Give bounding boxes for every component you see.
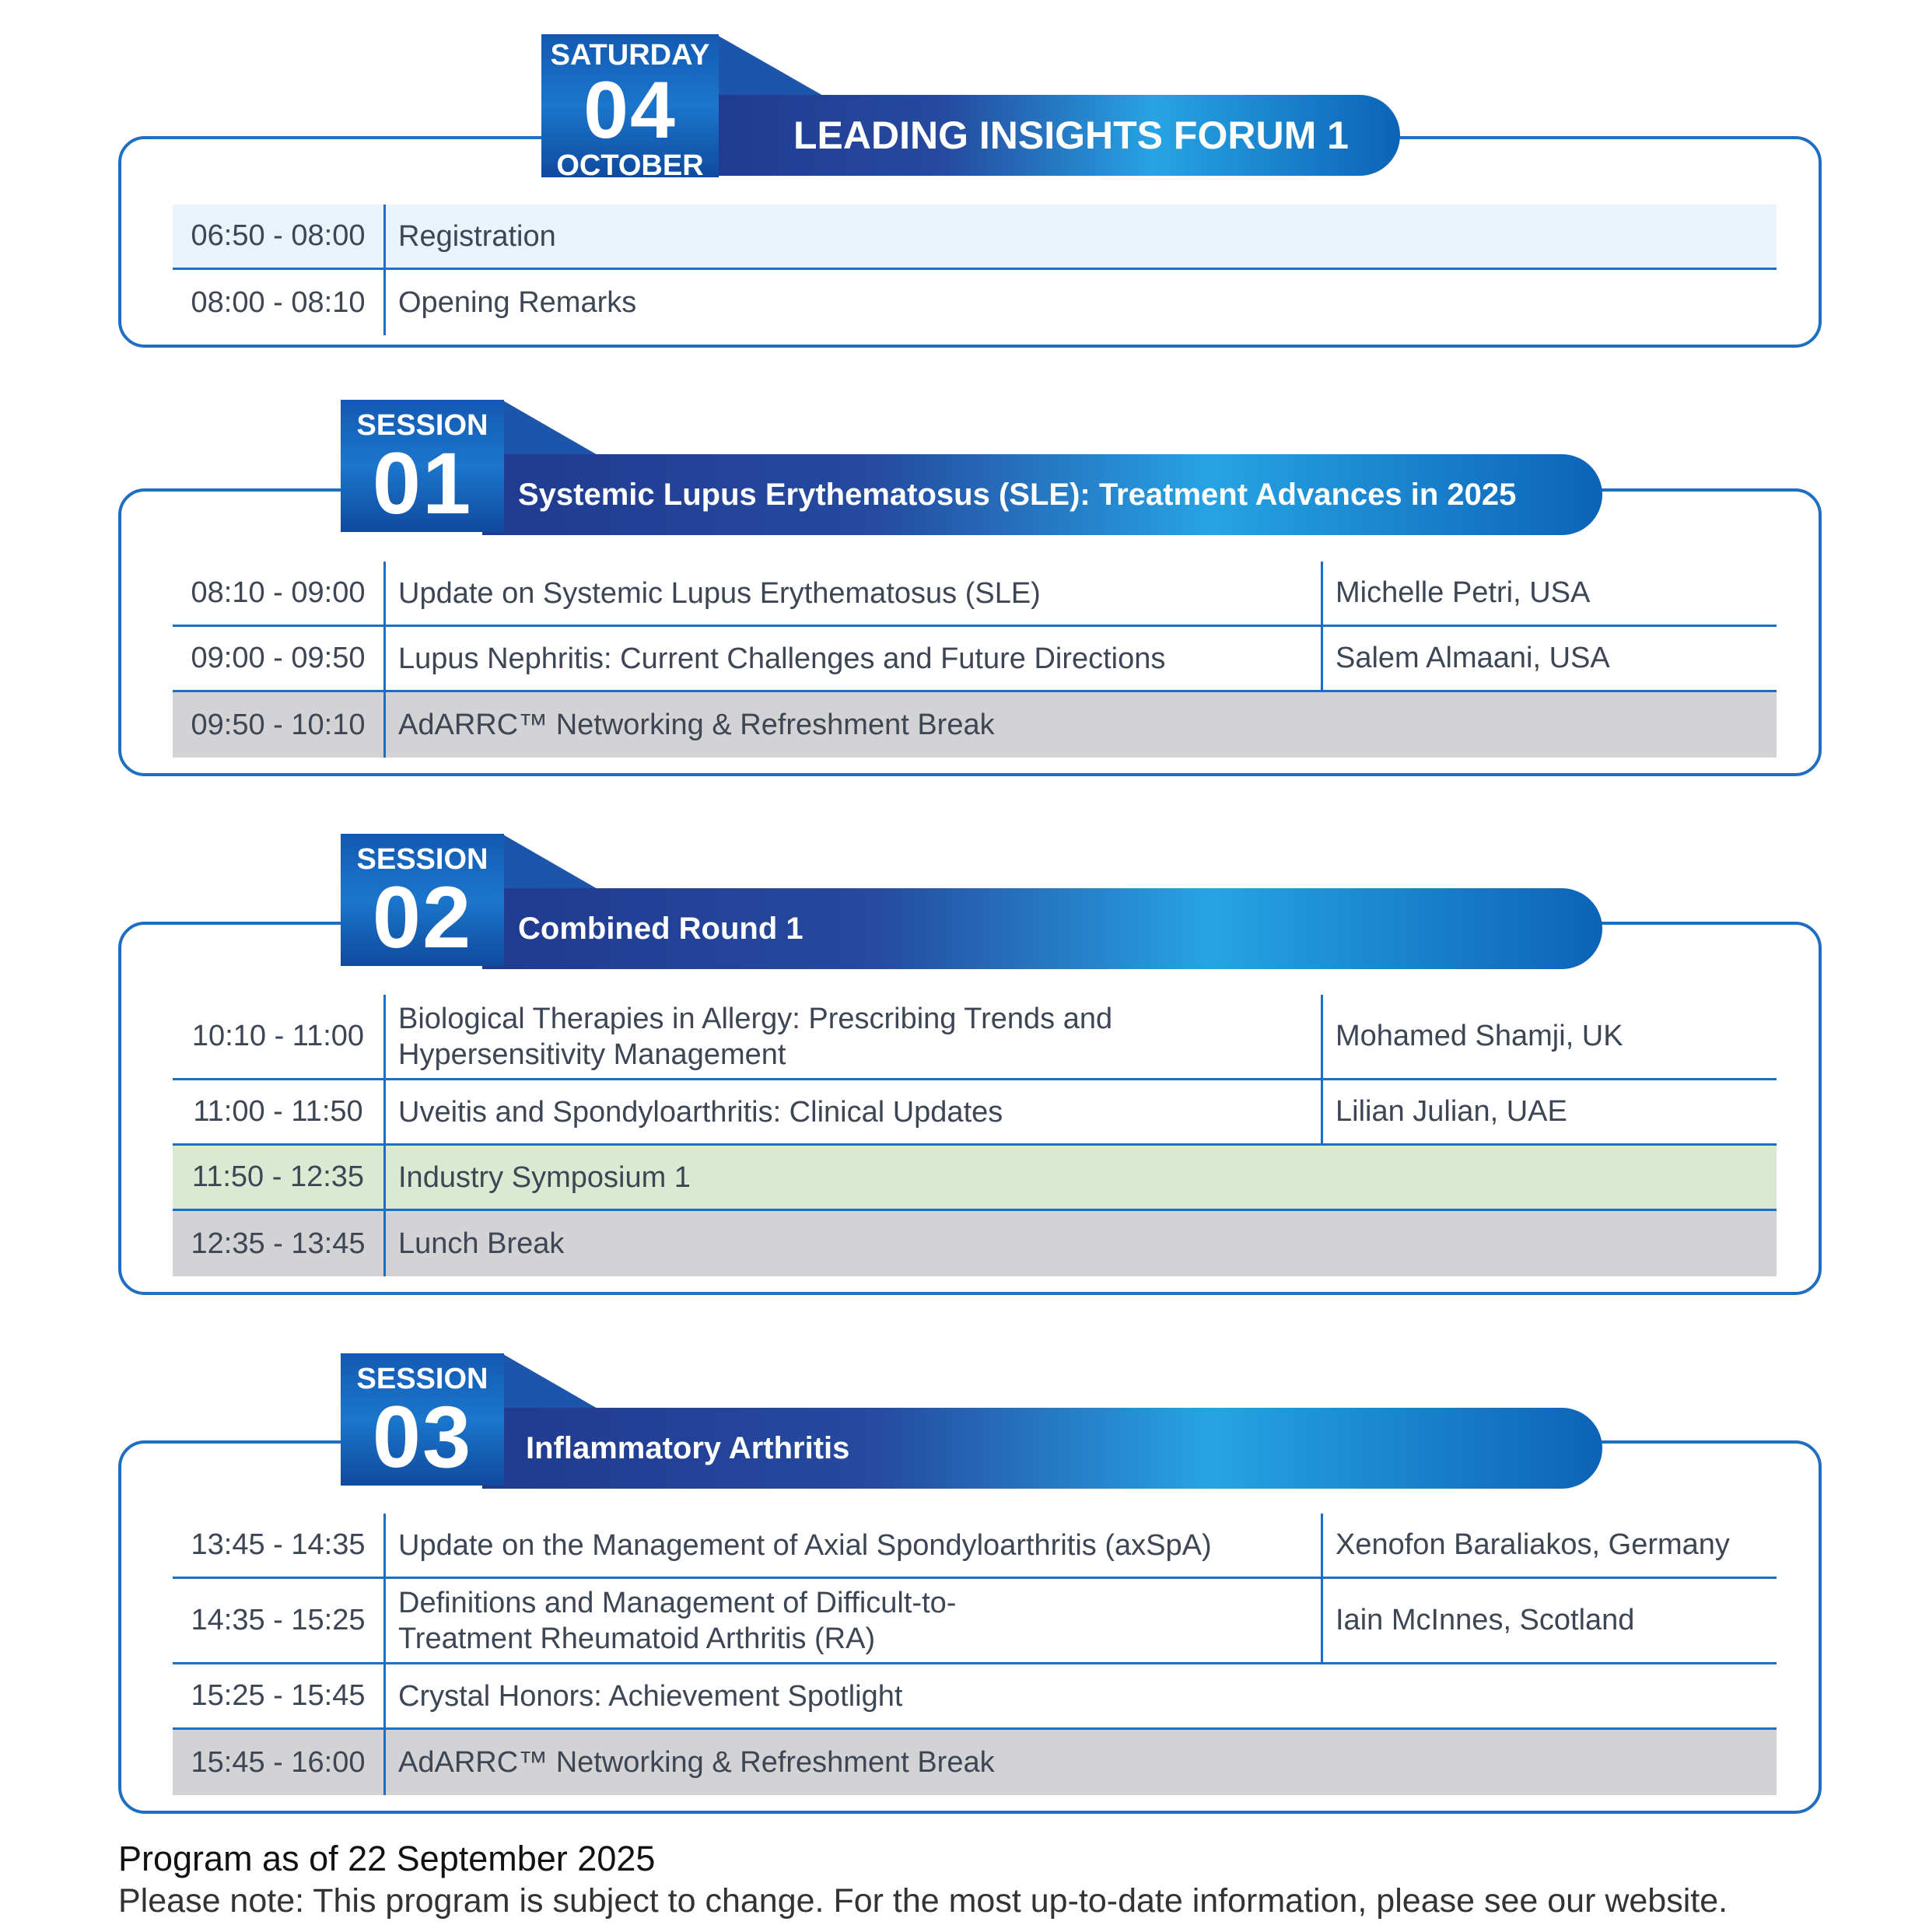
- session-03-badge: [341, 1353, 504, 1486]
- row-time: 15:45 - 16:00: [173, 1730, 386, 1795]
- row-title: Uveitis and Spondyloarthritis: Clinical Updates: [398, 1095, 1003, 1129]
- table-row: [173, 692, 1777, 758]
- row-speaker: Mohamed Shamji, UK: [1321, 995, 1777, 1078]
- row-time: 08:00 - 08:10: [173, 270, 386, 335]
- table-row: [173, 1730, 1777, 1795]
- forum-title-banner: [700, 95, 1400, 176]
- ribbon-fold-decoration: [502, 400, 603, 456]
- badge-date: 04: [583, 65, 677, 156]
- date-badge: [541, 34, 719, 182]
- session-02-box: [118, 922, 1822, 1295]
- table-row: [173, 1514, 1777, 1579]
- row-time: 13:45 - 14:35: [173, 1514, 386, 1577]
- row-title: Update on Systemic Lupus Erythematosus (SLE): [398, 576, 1041, 610]
- row-title: Industry Symposium 1: [398, 1160, 691, 1194]
- table-row: [173, 1664, 1777, 1730]
- row-time: 08:10 - 09:00: [173, 562, 386, 625]
- row-title: Crystal Honors: Achievement Spotlight: [398, 1679, 903, 1713]
- session-02-banner: [482, 888, 1602, 969]
- table-row: [173, 995, 1777, 1080]
- row-speaker: Iain McInnes, Scotland: [1321, 1579, 1777, 1662]
- row-title: Registration: [398, 219, 556, 253]
- row-speaker: Michelle Petri, USA: [1321, 562, 1777, 625]
- row-time: 11:00 - 11:50: [173, 1080, 386, 1143]
- badge-session-number: 02: [372, 869, 473, 966]
- table-row: [173, 1080, 1777, 1146]
- ribbon-fold-decoration: [502, 834, 603, 890]
- session-title: Inflammatory Arthritis: [526, 1430, 850, 1465]
- badge-session-label: SESSION: [356, 409, 488, 442]
- forum-title: LEADING INSIGHTS FORUM 1: [793, 114, 1349, 157]
- row-title: Lunch Break: [398, 1227, 565, 1260]
- session-01-banner: [482, 454, 1602, 535]
- row-title: Lupus Nephritis: Current Challenges and Future Directions: [398, 642, 1166, 675]
- badge-session-label: SESSION: [356, 843, 488, 876]
- table-row: [173, 562, 1777, 627]
- session-03-banner: [482, 1408, 1602, 1489]
- table-row: [173, 1211, 1777, 1276]
- row-time: 11:50 - 12:35: [173, 1146, 386, 1209]
- badge-month: OCTOBER: [556, 149, 704, 182]
- badge-session-label: SESSION: [356, 1363, 488, 1395]
- session-01-badge: [341, 400, 504, 532]
- row-time: 12:35 - 13:45: [173, 1211, 386, 1276]
- badge-day: SATURDAY: [550, 39, 710, 72]
- table-row: [173, 627, 1777, 692]
- row-title: AdARRC™ Networking & Refreshment Break: [398, 1746, 995, 1779]
- table-row: [173, 1579, 1777, 1664]
- ribbon-fold-decoration: [716, 34, 832, 96]
- row-speaker: Salem Almaani, USA: [1321, 627, 1777, 690]
- badge-session-number: 01: [372, 435, 473, 532]
- row-speaker: Lilian Julian, UAE: [1321, 1080, 1777, 1143]
- ribbon-fold-decoration: [502, 1353, 603, 1409]
- row-title: Opening Remarks: [398, 286, 637, 319]
- program-date-note: Program as of 22 September 2025: [118, 1839, 656, 1878]
- session-03-box: [118, 1440, 1822, 1814]
- row-title: Update on the Management of Axial Spondyloarthritis (axSpA): [398, 1528, 1212, 1562]
- row-time: 10:10 - 11:00: [173, 995, 386, 1078]
- row-time: 14:35 - 15:25: [173, 1579, 386, 1662]
- badge-session-number: 03: [372, 1388, 473, 1486]
- table-row: [173, 205, 1777, 270]
- row-time: 06:50 - 08:00: [173, 205, 386, 268]
- row-time: 09:50 - 10:10: [173, 692, 386, 758]
- row-title: Definitions and Management of Difficult-to-Treatment Rheumatoid Arthritis (RA): [398, 1586, 957, 1655]
- row-time: 15:25 - 15:45: [173, 1664, 386, 1727]
- table-row: [173, 270, 1777, 335]
- session-title: Systemic Lupus Erythematosus (SLE): Treatment Advances in 2025: [518, 477, 1517, 512]
- session-title: Combined Round 1: [518, 911, 803, 946]
- table-row: [173, 1146, 1777, 1211]
- row-speaker: Xenofon Baraliakos, Germany: [1321, 1514, 1777, 1577]
- row-title: Biological Therapies in Allergy: Prescribing Trends and Hypersensitivity Management: [398, 1002, 1113, 1071]
- disclaimer-note: Please note: This program is subject to change. For the most up-to-date information, please see our website.: [118, 1882, 1728, 1920]
- row-title: AdARRC™ Networking & Refreshment Break: [398, 709, 995, 741]
- row-time: 09:00 - 09:50: [173, 627, 386, 690]
- session-02-badge: [341, 834, 504, 966]
